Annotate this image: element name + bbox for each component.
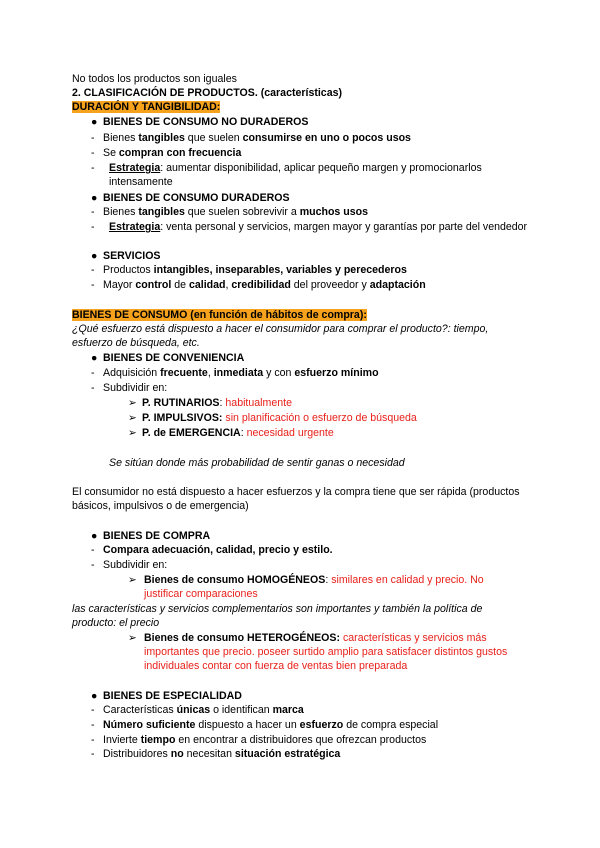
duracion-heading: DURACIÓN Y TANGIBILIDAD:: [72, 101, 221, 113]
list-item: - Bienes tangibles que suelen sobrevivir a muchos usos: [91, 206, 368, 218]
dash-icon: -: [91, 221, 95, 233]
dash-icon: -: [91, 719, 95, 731]
section-title: 2. CLASIFICACIÓN DE PRODUCTOS. (características): [72, 87, 343, 99]
list-item: - Subdividir en:: [91, 382, 168, 394]
dash-icon: -: [91, 206, 95, 218]
dash-icon: -: [91, 367, 95, 379]
dash-icon: -: [91, 748, 95, 760]
compra-title: ● BIENES DE COMPRA: [91, 530, 211, 542]
bullet-icon: ●: [91, 352, 98, 364]
sub-item-homogeneos-arrow: [128, 573, 142, 587]
conveniencia-note: Se sitúan donde más probabilidad de sentir ganas o necesidad: [109, 457, 405, 469]
nd-strategy: Estrategia: aumentar disponibilidad, aplicar pequeño margen y promocionarlos intensamente: [109, 162, 482, 188]
arrow-bullet-icon: ➢: [128, 574, 137, 586]
compra-note: las características y servicios complementarios son importantes y también la política de producto: el precio: [72, 603, 483, 629]
list-item: - Mayor control de calidad, credibilidad del proveedor y adaptación: [91, 279, 426, 291]
conveniencia-title: ● BIENES DE CONVENIENCIA: [91, 352, 245, 364]
bullet-icon: ●: [91, 690, 98, 702]
list-item: [91, 220, 103, 234]
sub-item-impulsivos: ➢ P. IMPULSIVOS: sin planificación o esfuerzo de búsqueda: [128, 412, 417, 424]
no-duraderos-title: ● BIENES DE CONSUMO NO DURADEROS: [91, 116, 309, 128]
dash-icon: -: [91, 382, 95, 394]
dash-icon: -: [91, 264, 95, 276]
list-item: [91, 161, 103, 175]
duracion-heading-row: [72, 100, 220, 114]
dash-icon: -: [91, 559, 95, 571]
arrow-bullet-icon: ➢: [128, 427, 137, 439]
list-item: - Distribuidores no necesitan situación estratégica: [91, 748, 341, 760]
list-item: - Compara adecuación, calidad, precio y estilo.: [91, 544, 333, 556]
habitos-heading: BIENES DE CONSUMO (en función de hábitos de compra):: [72, 309, 367, 321]
dash-icon: -: [91, 162, 95, 174]
list-item: - Subdividir en:: [91, 559, 168, 571]
list-item: - Bienes tangibles que suelen consumirse en uno o pocos usos: [91, 132, 411, 144]
intro-text: No todos los productos son iguales: [72, 73, 237, 85]
duraderos-title: ● BIENES DE CONSUMO DURADEROS: [91, 192, 290, 204]
list-item: - Invierte tiempo en encontrar a distribuidores que ofrezcan productos: [91, 734, 427, 746]
bullet-icon: ●: [91, 250, 98, 262]
sub-item-heterogeneos-arrow: [128, 631, 142, 645]
dash-icon: -: [91, 147, 95, 159]
bullet-icon: ●: [91, 116, 98, 128]
arrow-bullet-icon: ➢: [128, 412, 137, 424]
habitos-question: ¿Qué esfuerzo está dispuesto a hacer el consumidor para comprar el producto?: tiempo, esfuerzo de búsqueda, etc.: [72, 323, 489, 349]
list-item: - Productos intangibles, inseparables, variables y perecederos: [91, 264, 407, 276]
sub-item-homogeneos: Bienes de consumo HOMOGÉNEOS: similares en calidad y precio. No justificar comparaciones: [144, 574, 484, 600]
dash-icon: -: [91, 734, 95, 746]
arrow-bullet-icon: ➢: [128, 632, 137, 644]
arrow-bullet-icon: ➢: [128, 397, 137, 409]
list-item: - Características únicas o identifican marca: [91, 704, 304, 716]
list-item: - Número suficiente dispuesto a hacer un esfuerzo de compra especial: [91, 719, 439, 731]
dash-icon: -: [91, 544, 95, 556]
dash-icon: -: [91, 704, 95, 716]
habitos-heading-row: [72, 308, 367, 322]
sub-item-emergencia: ➢ P. de EMERGENCIA: necesidad urgente: [128, 427, 334, 439]
list-item: - Adquisición frecuente, inmediata y con esfuerzo mínimo: [91, 367, 379, 379]
dash-icon: -: [91, 279, 95, 291]
bullet-icon: ●: [91, 530, 98, 542]
bullet-icon: ●: [91, 192, 98, 204]
d-strategy: Estrategia: venta personal y servicios, margen mayor y garantías por parte del vendedor: [109, 221, 528, 233]
dash-icon: -: [91, 132, 95, 144]
sub-item-rutinarios: ➢ P. RUTINARIOS: habitualmente: [128, 397, 292, 409]
sub-item-heterogeneos: Bienes de consumo HETEROGÉNEOS: características y servicios más importantes que precio. poseer surtido amplio para satisfacer distintos gustos individuales contar con fuerza de ventas bien preparada: [144, 632, 508, 672]
especialidad-title: ● BIENES DE ESPECIALIDAD: [91, 690, 242, 702]
list-item: - Se compran con frecuencia: [91, 147, 242, 159]
consumidor-paragraph: El consumidor no está dispuesto a hacer esfuerzos y la compra tiene que ser rápida (productos básicos, impulsivos o de emergencia): [72, 486, 520, 512]
servicios-title: ● SERVICIOS: [91, 250, 161, 262]
